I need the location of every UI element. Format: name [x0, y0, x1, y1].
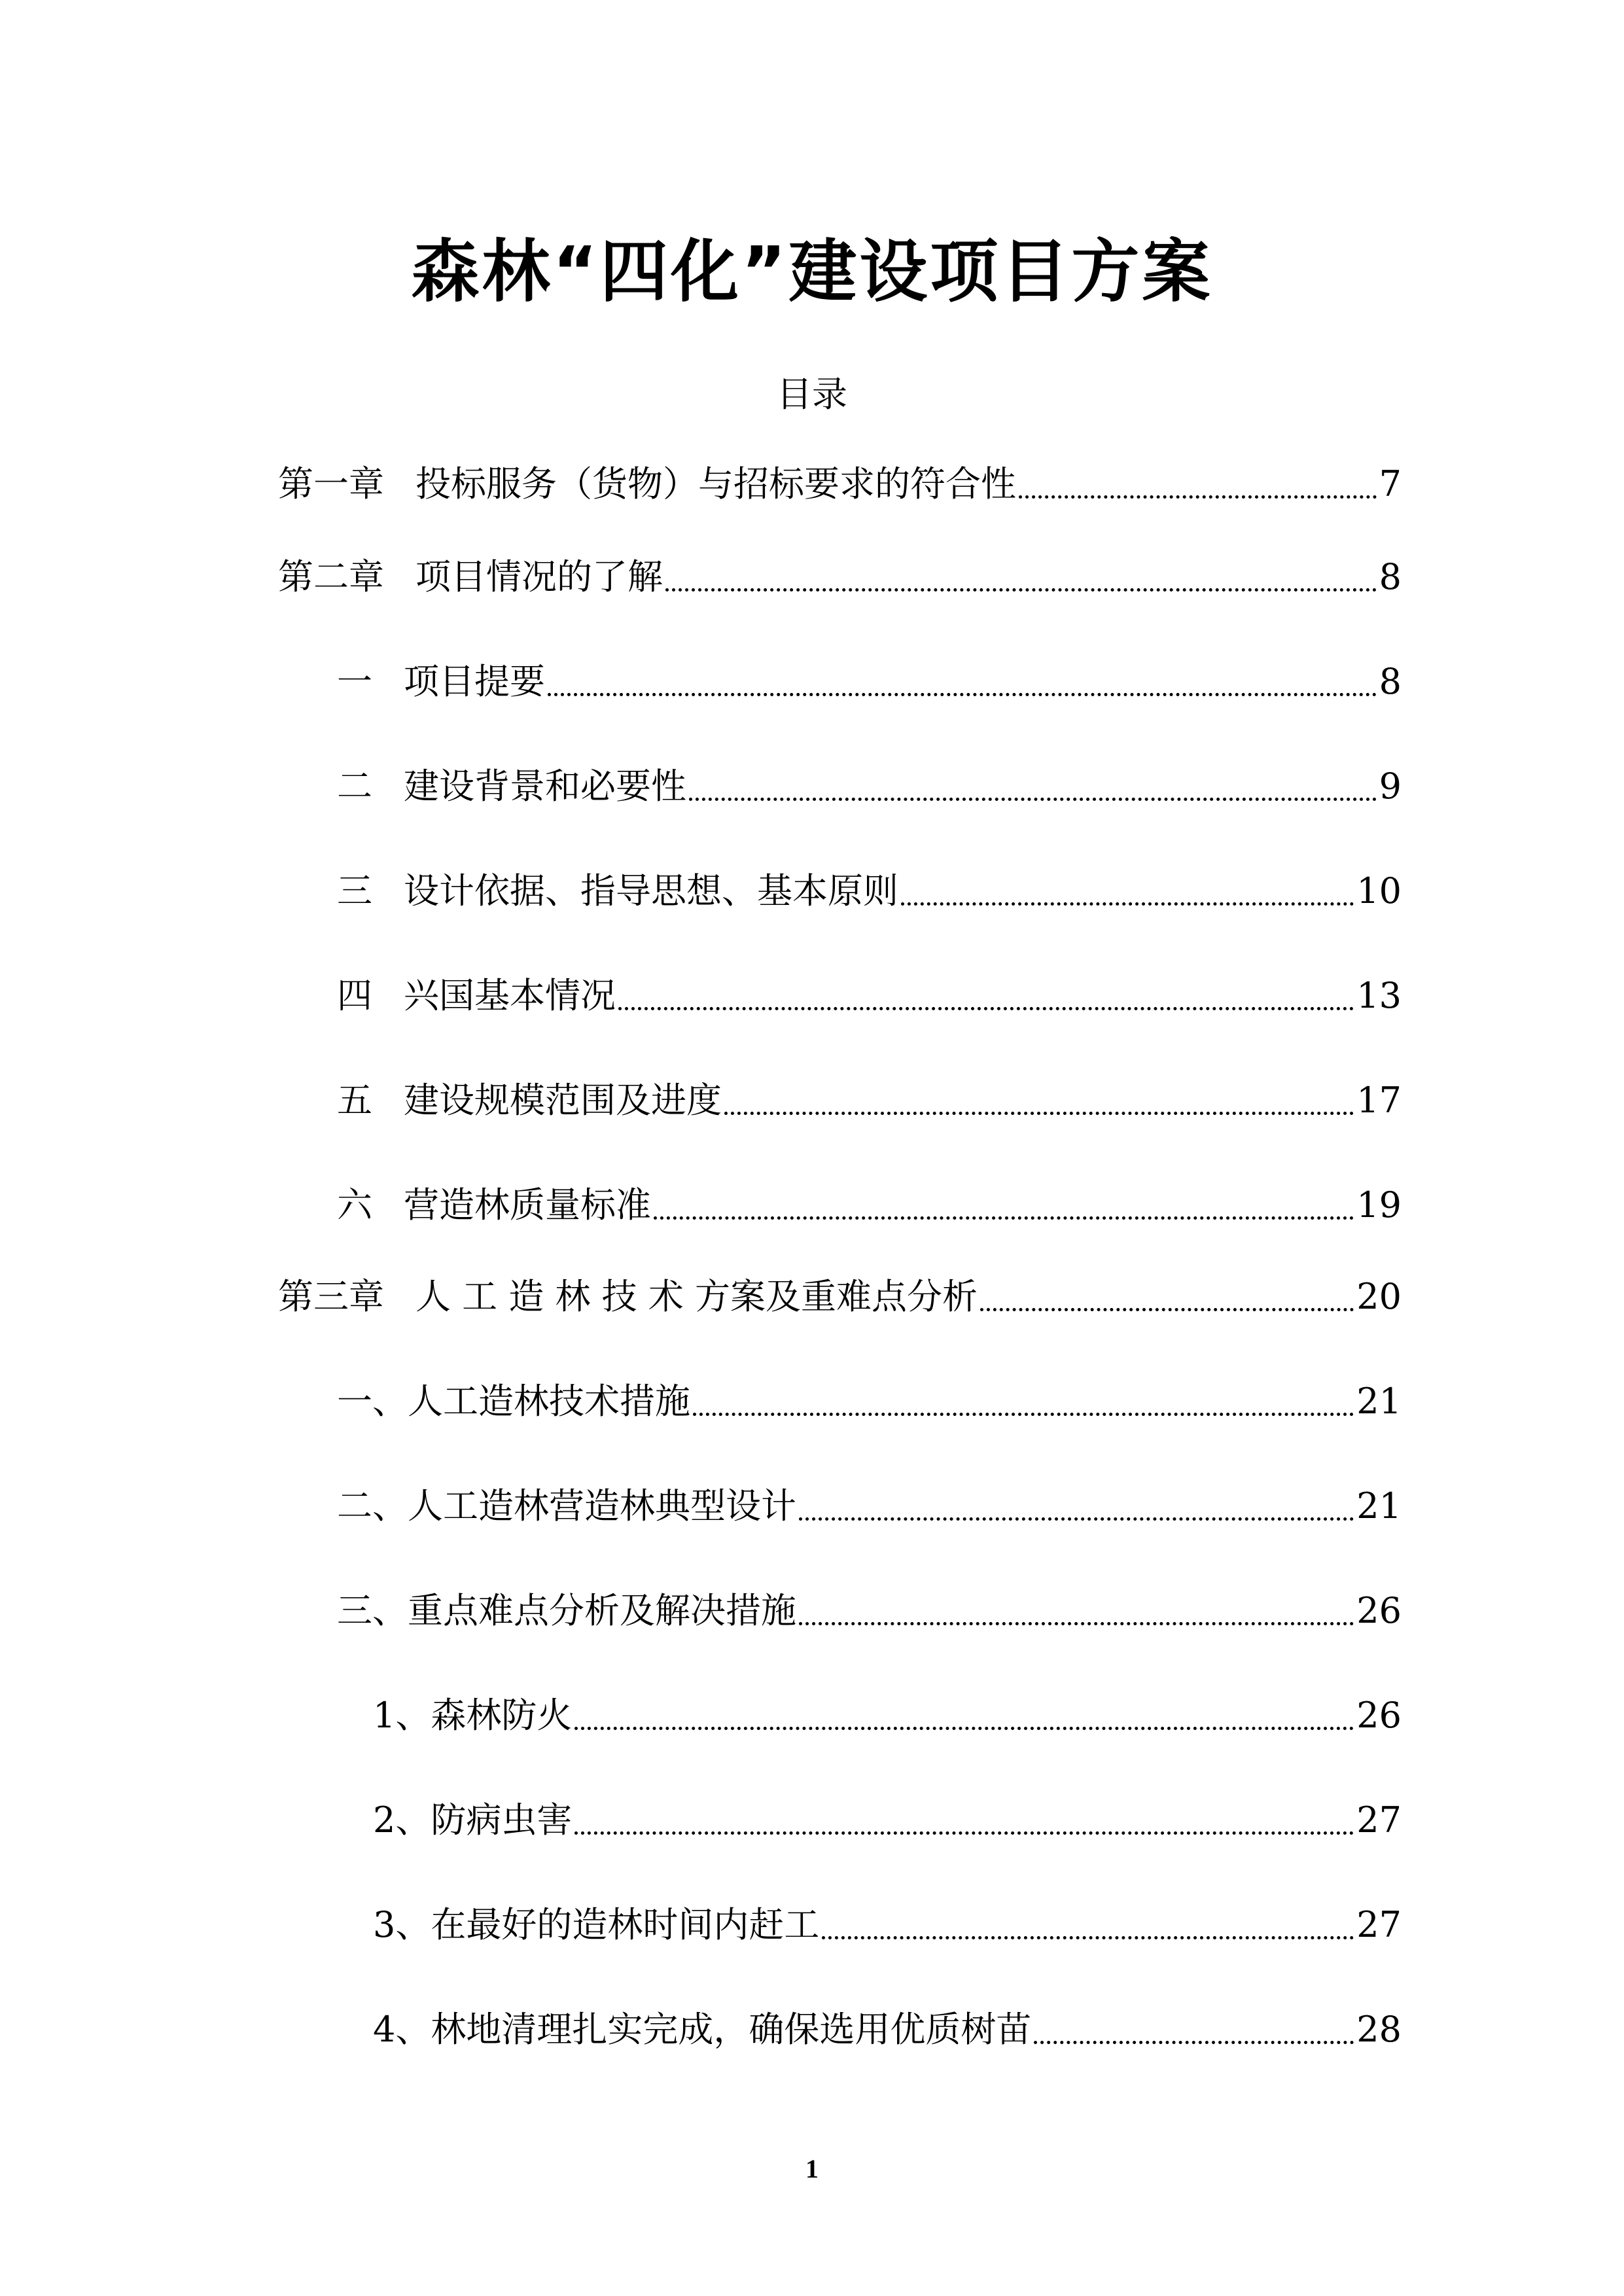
toc-entry-number: 三 — [337, 870, 372, 911]
toc-entry-title: 林地清理扎实完成，确保选用优质树苗 — [431, 2009, 1032, 2050]
toc-leader-dots — [799, 1480, 1354, 1532]
toc-entry-page: 20 — [1356, 1276, 1402, 1317]
toc-entry-title: 人 工 造 林 技 术 方案及重难点分析 — [415, 1276, 978, 1317]
toc-entry-page: 7 — [1379, 463, 1402, 504]
toc-entry-page: 21 — [1356, 1381, 1402, 1422]
toc-entry-page: 13 — [1356, 975, 1402, 1016]
toc-entry-number: 二、 — [337, 1485, 408, 1527]
toc-leader-dots — [689, 760, 1377, 813]
toc-leader-dots — [901, 865, 1354, 917]
toc-entry-title: 建设背景和必要性 — [404, 766, 686, 807]
toc-entry[interactable] — [373, 2004, 1402, 2056]
toc-entry-number: 3、 — [373, 1904, 431, 1945]
toc-entry[interactable] — [373, 1689, 1402, 1742]
toc-leader-dots — [574, 1794, 1354, 1846]
toc-leader-dots — [693, 1375, 1354, 1428]
toc-entry-number: 第一章 — [278, 463, 384, 504]
toc-entry-number: 4、 — [373, 2009, 431, 2050]
toc-entry[interactable] — [337, 760, 1402, 813]
toc-entry-number: 一、 — [337, 1381, 408, 1422]
toc-leader-dots — [1019, 458, 1377, 510]
document-title: 森林“四化”建设项目方案 — [411, 232, 1213, 311]
toc-entry-title: 人工造林技术措施 — [408, 1381, 690, 1422]
toc-entry-page: 21 — [1356, 1485, 1402, 1527]
toc-leader-dots — [574, 1689, 1354, 1742]
toc-entry-title: 项目提要 — [404, 661, 545, 702]
toc-entry-number: 2、 — [373, 1799, 431, 1841]
toc-leader-dots — [548, 656, 1377, 708]
toc-leader-dots — [1034, 2004, 1354, 2056]
toc-leader-dots — [822, 1899, 1354, 1951]
toc-entry-page: 8 — [1379, 556, 1402, 597]
toc-leader-dots — [665, 551, 1377, 603]
toc-entry-title: 在最好的造林时间内赶工 — [431, 1904, 820, 1945]
toc-entry-number: 一 — [337, 661, 372, 702]
toc-entry-title: 建设规模范围及进度 — [404, 1080, 722, 1121]
toc-entry-page: 26 — [1356, 1695, 1402, 1736]
toc-entry[interactable] — [337, 1179, 1402, 1231]
toc-entry-title: 重点难点分析及解决措施 — [408, 1590, 796, 1631]
toc-heading: 目录 — [777, 374, 847, 415]
toc-entry-page: 9 — [1379, 766, 1402, 807]
toc-entry[interactable] — [337, 1585, 1402, 1637]
toc-entry-number: 第二章 — [278, 556, 384, 597]
toc-entry[interactable] — [373, 1794, 1402, 1846]
toc-entry-number: 三、 — [337, 1590, 408, 1631]
toc-entry-number: 六 — [337, 1184, 372, 1226]
toc-entry-title: 投标服务（货物）与招标要求的符合性 — [415, 463, 1016, 504]
toc-entry-page: 17 — [1356, 1080, 1402, 1121]
toc-entry-title: 设计依据、指导思想、基本原则 — [404, 870, 898, 911]
toc-entry-number: 四 — [337, 975, 372, 1016]
toc-entry-page: 27 — [1356, 1799, 1402, 1841]
page-number: 1 — [805, 2154, 819, 2183]
toc-leader-dots — [980, 1271, 1354, 1323]
toc-leader-dots — [618, 970, 1354, 1022]
toc-entry[interactable] — [337, 1375, 1402, 1428]
toc-entry[interactable] — [337, 656, 1402, 708]
toc-entry[interactable] — [373, 1899, 1402, 1951]
toc-entry-page: 19 — [1356, 1184, 1402, 1226]
toc-entry-page: 28 — [1356, 2009, 1402, 2050]
toc-entry-title: 防病虫害 — [431, 1799, 573, 1841]
toc-leader-dots — [724, 1074, 1354, 1127]
toc-entry-title: 项目情况的了解 — [415, 556, 663, 597]
toc-entry-number: 第三章 — [278, 1276, 384, 1317]
toc-entry-page: 10 — [1356, 870, 1402, 911]
toc-entry-title: 森林防火 — [431, 1695, 573, 1736]
toc-entry[interactable] — [278, 551, 1402, 603]
toc-entry[interactable] — [278, 458, 1402, 510]
toc-entry-number: 二 — [337, 766, 372, 807]
toc-entry[interactable] — [337, 1074, 1402, 1127]
toc-entry-page: 26 — [1356, 1590, 1402, 1631]
toc-entry-page: 8 — [1379, 661, 1402, 702]
toc-leader-dots — [654, 1179, 1354, 1231]
toc-entry[interactable] — [337, 970, 1402, 1022]
toc-entry-title: 兴国基本情况 — [404, 975, 616, 1016]
toc-entry-title: 营造林质量标准 — [404, 1184, 651, 1226]
toc-entry-number: 1、 — [373, 1695, 431, 1736]
toc-entry[interactable] — [337, 1480, 1402, 1532]
toc-entry[interactable] — [337, 865, 1402, 917]
toc-entry-number: 五 — [337, 1080, 372, 1121]
toc-entry-page: 27 — [1356, 1904, 1402, 1945]
toc-entry-title: 人工造林营造林典型设计 — [408, 1485, 796, 1527]
toc-leader-dots — [799, 1585, 1354, 1637]
toc-entry[interactable] — [278, 1271, 1402, 1323]
